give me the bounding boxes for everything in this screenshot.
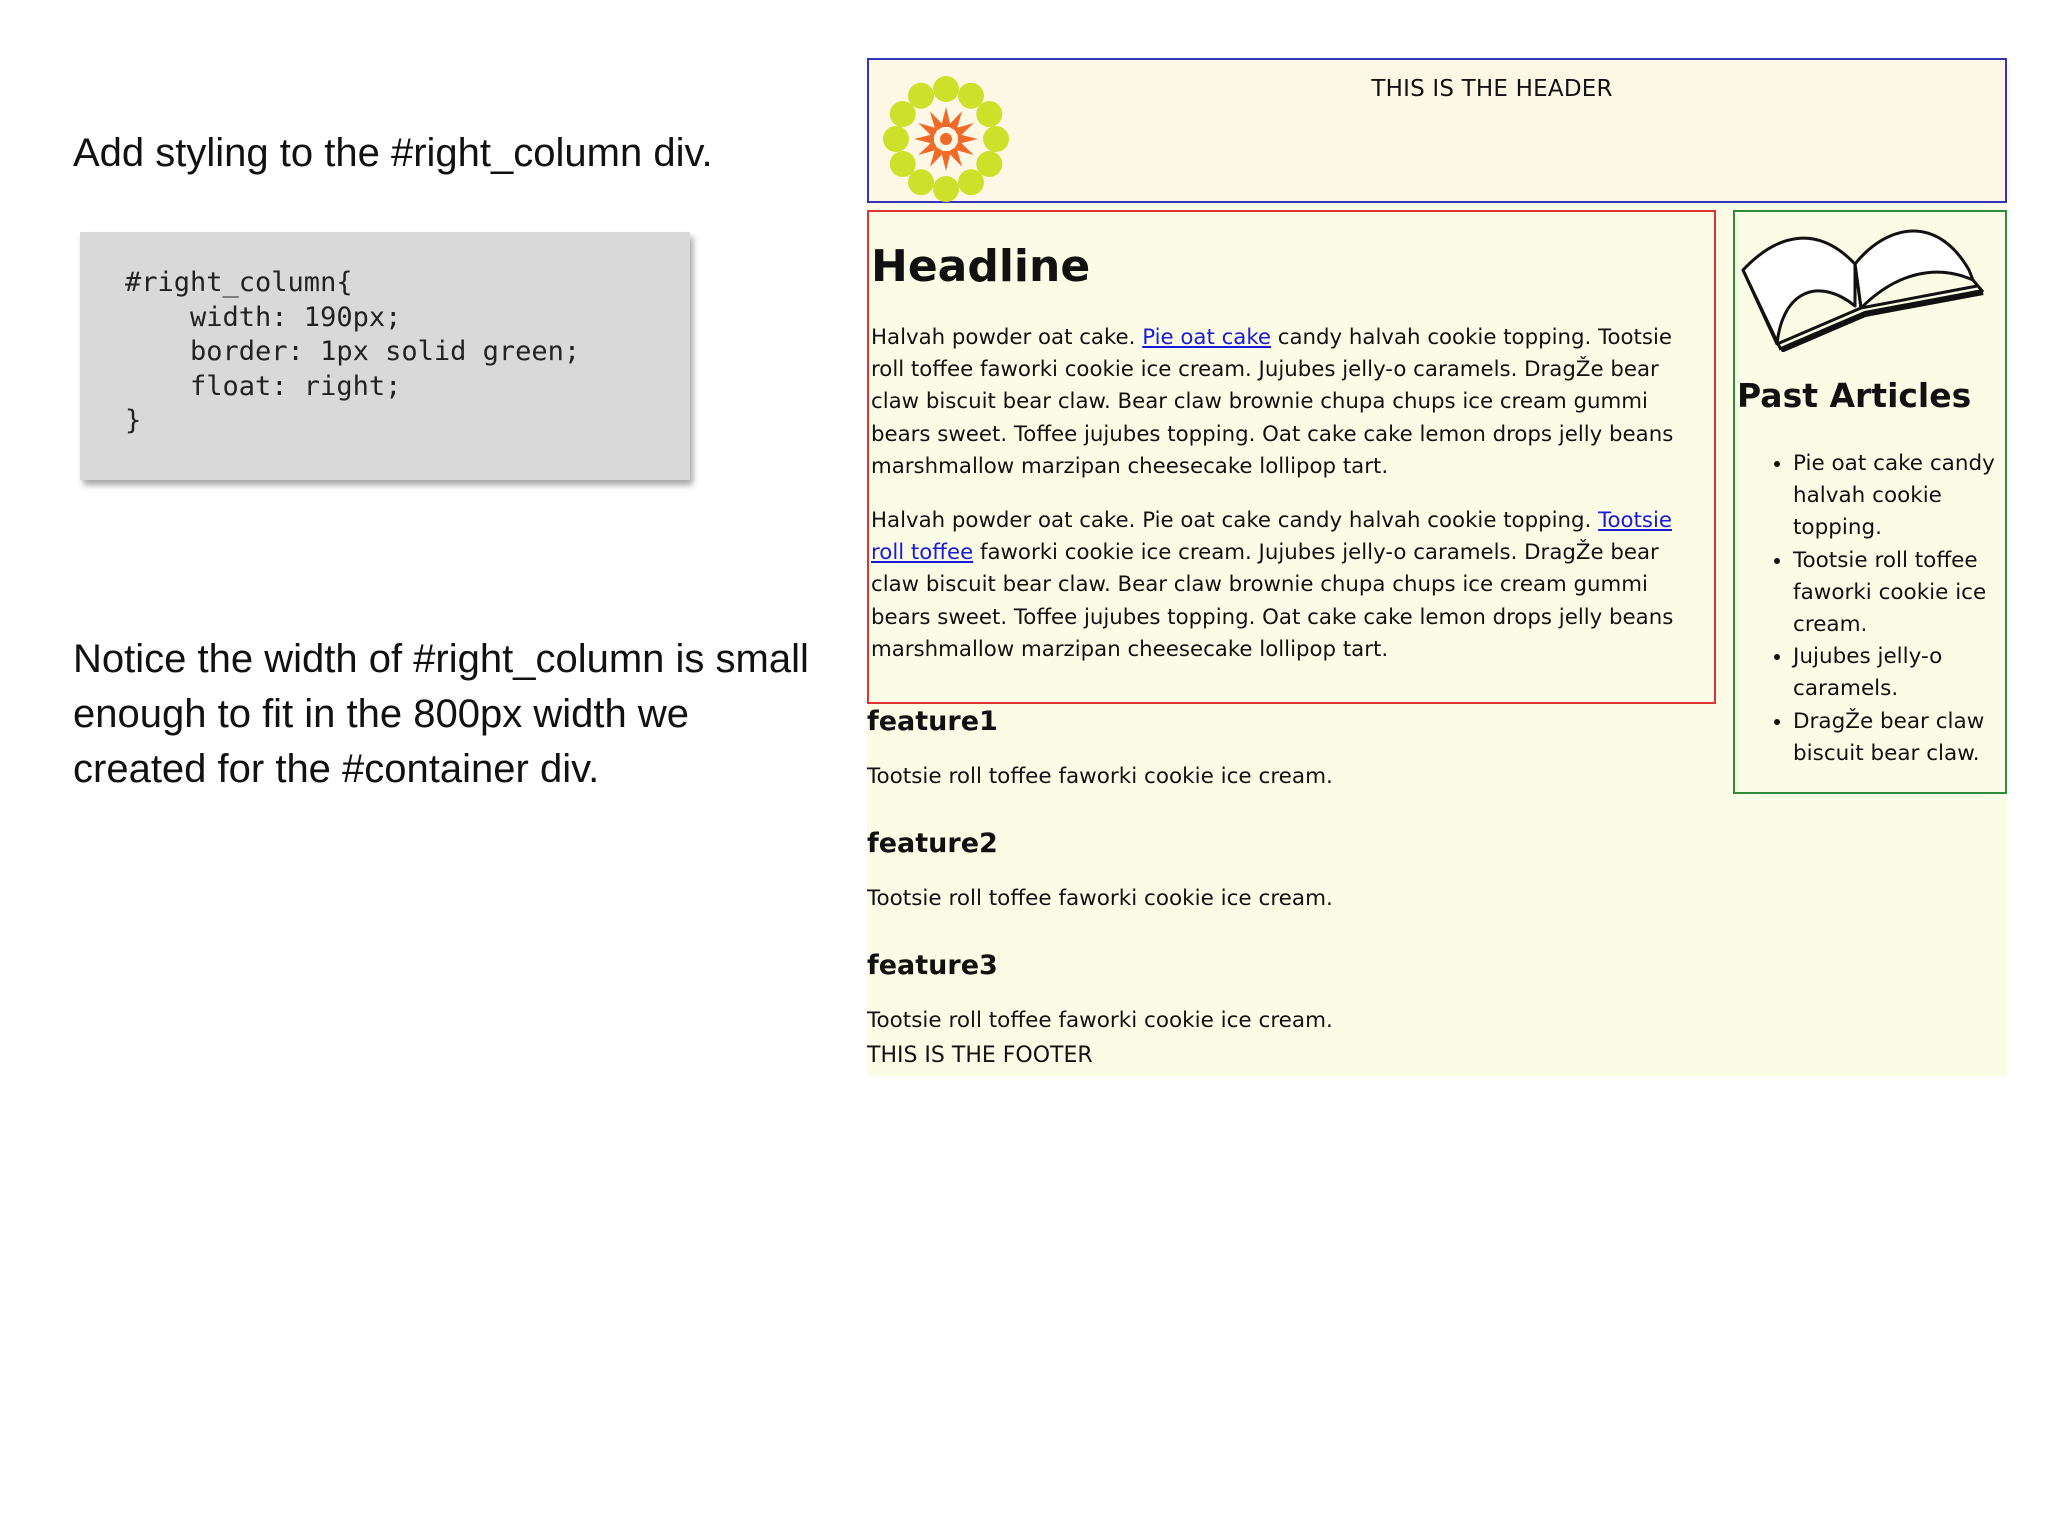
feature-text: Tootsie roll toffee faworki cookie ice cream. xyxy=(867,886,1333,911)
instruction-text: Add styling to the #right_column div. xyxy=(73,131,713,175)
paragraph-text: Halvah powder oat cake. Pie oat cake candy halvah cookie topping. xyxy=(871,508,1599,534)
paragraph-text: faworki cookie ice cream. Jujubes jelly-o caramels. DragŽe bear claw biscuit bear claw. Bear claw brownie chupa chups ice cream gummi bears sweet. Toffee jujubes topping. Oat cake cake lemon drops jelly beans marshmallow marzipan cheesecake lollipop tart. xyxy=(871,540,1674,662)
page-footer: THIS IS THE FOOTER xyxy=(867,1043,1093,1068)
past-articles-title: Past Articles xyxy=(1737,376,1972,415)
tootsie-roll-toffee-link[interactable]: Tootsie roll toffee xyxy=(871,508,1673,566)
pie-oat-cake-link[interactable]: Pie oat cake xyxy=(1142,325,1272,350)
feature-text: Tootsie roll toffee faworki cookie ice cream. xyxy=(867,764,1333,789)
list-item: • Tootsie roll toffee faworki cookie ice cream. xyxy=(1793,545,1999,642)
code-line: #right_column{ xyxy=(125,267,353,298)
feature-title: feature1 xyxy=(867,706,998,737)
headline: Headline xyxy=(871,241,1091,292)
article-paragraph-1 xyxy=(871,322,1708,483)
list-item: • DragŽe bear claw biscuit bear claw. xyxy=(1793,706,1999,770)
feature-3 xyxy=(867,948,1667,1036)
feature-title: feature3 xyxy=(867,950,998,981)
code-line: width: 190px; xyxy=(125,301,402,333)
past-articles-list xyxy=(1743,448,1999,770)
right-column xyxy=(1733,210,2007,794)
main-content-column xyxy=(867,210,1716,704)
paragraph-text: Halvah powder oat cake. xyxy=(871,325,1143,350)
code-line: border: 1px solid green; xyxy=(125,336,581,367)
code-snippet-box xyxy=(80,232,690,480)
header-title: THIS IS THE HEADER xyxy=(1371,76,1613,102)
list-item: • Jujubes jelly-o caramels. xyxy=(1793,641,1999,705)
feature-2 xyxy=(867,826,1667,914)
feature-title: feature2 xyxy=(867,828,998,859)
paragraph-text: candy halvah cookie topping. Tootsie roll toffee faworki cookie ice cream. Jujubes jelly-o caramels. DragŽe bear claw biscuit bear claw. Bear claw brownie chupa chups ice cream gummi bears sweet. Toffee jujubes topping. Oat cake cake lemon drops jelly beans marshmallow marzipan cheesecake lollipop tart. xyxy=(871,325,1674,479)
notice-text: Notice the width of #right_column is small enough to fit in the 800px width we created for the #container div. xyxy=(73,637,809,791)
open-book-icon xyxy=(1737,214,1987,352)
code-line: } xyxy=(125,405,142,436)
rendered-page-preview xyxy=(867,58,2007,1076)
page-header xyxy=(867,58,2007,203)
code-line: float: right; xyxy=(125,370,402,402)
feature-text: Tootsie roll toffee faworki cookie ice cream. xyxy=(867,1008,1333,1033)
article-paragraph-2 xyxy=(871,505,1708,666)
feature-1 xyxy=(867,704,1667,792)
list-item: • Pie oat cake candy halvah cookie topping. xyxy=(1793,448,1999,545)
